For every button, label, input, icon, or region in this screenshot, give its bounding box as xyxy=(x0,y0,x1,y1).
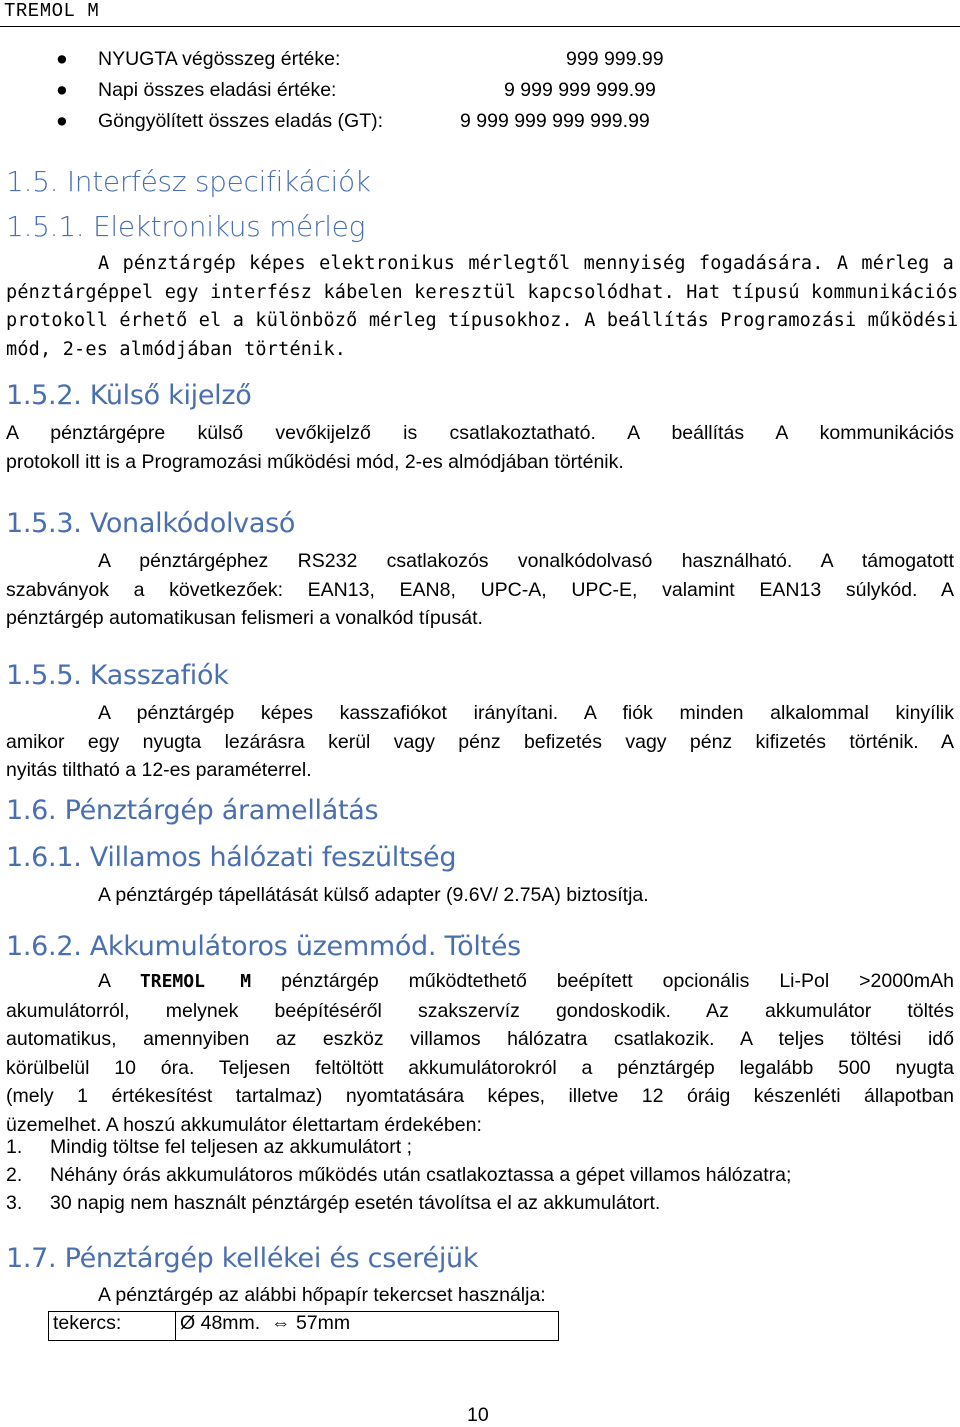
text-line: üzemelhet. A hoszú akkumulátor élettartam érdekében: xyxy=(6,1113,482,1136)
list-number: 1. xyxy=(6,1136,23,1158)
paragraph-scale xyxy=(6,250,959,364)
document-header: TREMOL M xyxy=(4,0,100,22)
bullet-value: 9 999 999 999 999.99 xyxy=(460,110,650,132)
diameter-icon: Ø xyxy=(180,1312,196,1334)
list-text: Néhány órás akkumulátoros működés után csatlakoztassa a gépet villamos hálózatra; xyxy=(50,1164,792,1186)
text-line: akumulátorról, melynek beépítéséről szakszervíz gondoskodik. Az akkumulátor töltés xyxy=(6,999,954,1022)
text-line: A pénztárgép képes kasszafiókot irányítani. A fiók minden alkalommal kinyílik xyxy=(98,702,954,724)
text-line: A pénztárgép képes elektronikus mérlegtől mennyiség fogadására. A mérleg a xyxy=(98,253,954,274)
bullet-label: Göngyölített összes eladás (GT): xyxy=(98,110,384,132)
section-heading: 1.5.3. Vonalkódolvasó xyxy=(6,508,296,539)
section-heading: 1.6.1. Villamos hálózati feszültség xyxy=(6,842,457,873)
width-arrow-icon: ⇔ xyxy=(271,1312,291,1334)
section-heading: 1.6. Pénztárgép áramellátás xyxy=(6,795,379,826)
page-number: 10 xyxy=(467,1404,489,1426)
text-line: nyitás tiltható a 12-es paraméterrel. xyxy=(6,759,312,781)
section-heading: 1.6.2. Akkumulátoros üzemmód. Töltés xyxy=(6,931,521,962)
paragraph-display xyxy=(6,419,954,476)
text-line: pénztárgéppel egy interfész kábelen keresztül kapcsolódhat. Hat típusú kommunikációs xyxy=(6,281,959,303)
text-line xyxy=(6,967,954,997)
text-span: pénztárgép működtethető beépített opcionális Li-Pol >2000mAh xyxy=(281,970,955,992)
text-line: automatikus, amennyiben az eszköz villamos hálózatra csatlakozik. A teljes töltési idő xyxy=(6,1028,954,1050)
table-cell-label: tekercs: xyxy=(49,1312,176,1341)
bullet-label: NYUGTA végösszeg értéke: xyxy=(98,48,341,70)
header-divider xyxy=(0,26,960,27)
text-line: (mely 1 értékesítést tartalmaz) nyomtatására képes, illetve 12 óráig készenléti állapotban xyxy=(6,1085,954,1107)
bullet-icon: ● xyxy=(56,79,68,101)
paragraph-supplies xyxy=(6,1281,954,1310)
bullet-icon: ● xyxy=(56,48,68,70)
paragraph-mains xyxy=(6,881,954,910)
roll-diameter: 48mm. xyxy=(200,1312,261,1334)
section-heading: 1.5. Interfész specifikációk xyxy=(6,165,371,198)
roll-width: 57mm xyxy=(295,1312,351,1334)
text-line: A pénztárgép az alábbi hőpapír tekercset használja: xyxy=(98,1284,546,1306)
text-line: pénztárgép automatikusan felismeri a vonalkód típusát. xyxy=(6,607,483,629)
section-heading: 1.7. Pénztárgép kellékei és cseréjük xyxy=(6,1243,479,1274)
text-line: szabványok a következőek: EAN13, EAN8, UPC-A, UPC-E, valamint EAN13 súlykód. A xyxy=(6,578,954,601)
bullet-value: 9 999 999 999.99 xyxy=(504,79,656,101)
text-line: A pénztárgéphez RS232 csatlakozós vonalkódolvasó használható. A támogatott xyxy=(98,550,954,572)
text-line: A pénztárgép tápellátását külső adapter (9.6V/ 2.75A) biztosítja. xyxy=(98,884,649,906)
list-number: 2. xyxy=(6,1164,23,1186)
brand-name: TREMOL M xyxy=(139,971,252,992)
list-text: Mindig töltse fel teljesen az akkumulátort ; xyxy=(50,1136,413,1158)
text-line: protokoll itt is a Programozási működési mód, 2-es almódjában történik. xyxy=(6,450,624,473)
text-line: protokoll érhető el a különböző mérleg típusokhoz. A beállítás Programozási működési xyxy=(6,310,959,331)
section-heading: 1.5.5. Kasszafiók xyxy=(6,660,229,691)
text-line: A pénztárgépre külső vevőkijelző is csatlakoztatható. A beállítás A kommunikációs xyxy=(6,422,954,444)
text-line: amikor egy nyugta lezárásra kerül vagy pénz befizetés vagy pénz kifizetés történik. A xyxy=(6,730,954,753)
paragraph-drawer xyxy=(6,699,954,785)
list-text: 30 napig nem használt pénztárgép esetén távolítsa el az akkumulátort. xyxy=(50,1192,661,1214)
list-number: 3. xyxy=(6,1192,23,1214)
text-span: A xyxy=(98,970,110,992)
text-line: körülbelül 10 óra. Teljesen feltöltött akkumulátorokról a pénztárgép legalább 500 nyugta xyxy=(6,1056,954,1079)
bullet-label: Napi összes eladási értéke: xyxy=(98,79,337,101)
paragraph-battery xyxy=(6,967,954,1139)
bullet-icon: ● xyxy=(56,110,68,132)
table-row xyxy=(49,1312,559,1341)
paragraph-barcode xyxy=(6,547,954,633)
bullet-value: 999 999.99 xyxy=(566,48,664,70)
table-cell-size xyxy=(176,1312,559,1341)
section-heading: 1.5.1. Elektronikus mérleg xyxy=(6,210,366,243)
paper-roll-table xyxy=(48,1311,559,1341)
text-line: mód, 2-es almódjában történik. xyxy=(6,338,347,360)
section-heading: 1.5.2. Külső kijelző xyxy=(6,380,252,411)
